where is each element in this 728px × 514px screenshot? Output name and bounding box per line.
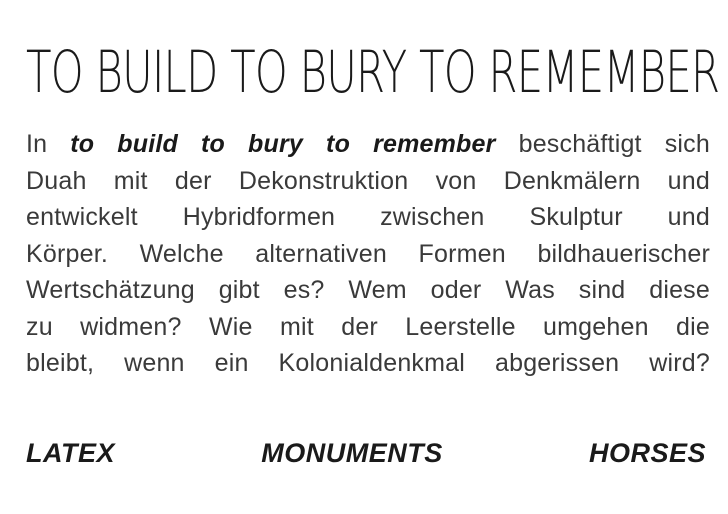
- work-title-emphasis: to build to bury to remember: [70, 130, 496, 158]
- line1-prefix: In: [26, 130, 71, 158]
- paragraph-line-3: entwickelt Hybridformen zwischen Skulptur und: [26, 203, 710, 231]
- tag-list: [26, 434, 706, 472]
- line1-suffix: beschäftigt sich: [495, 130, 710, 158]
- paragraph-line-1: [26, 126, 710, 163]
- description-paragraph: [26, 126, 710, 382]
- paragraph-line-4: Körper. Welche alternativen Formen bildhauerischer: [26, 239, 710, 268]
- paragraph-line-2: Duah mit der Dekonstruktion von Denkmälern und: [26, 166, 710, 195]
- paragraph-line-7: bleibt, wenn ein Kolonialdenkmal abgerissen wird?: [26, 349, 710, 377]
- tag-latex[interactable]: LATEX: [26, 438, 115, 468]
- tag-horses[interactable]: HORSES: [588, 438, 706, 468]
- page-title: TO BUILD TO BURY TO REMEMBER: [26, 38, 720, 106]
- article: [26, 38, 720, 382]
- paragraph-line-6: zu widmen? Wie mit der Leerstelle umgehen die: [26, 312, 710, 341]
- paragraph-line-5: Wertschätzung gibt es? Wem oder Was sind diese: [26, 276, 710, 304]
- tag-monuments[interactable]: MONUMENTS: [261, 438, 443, 468]
